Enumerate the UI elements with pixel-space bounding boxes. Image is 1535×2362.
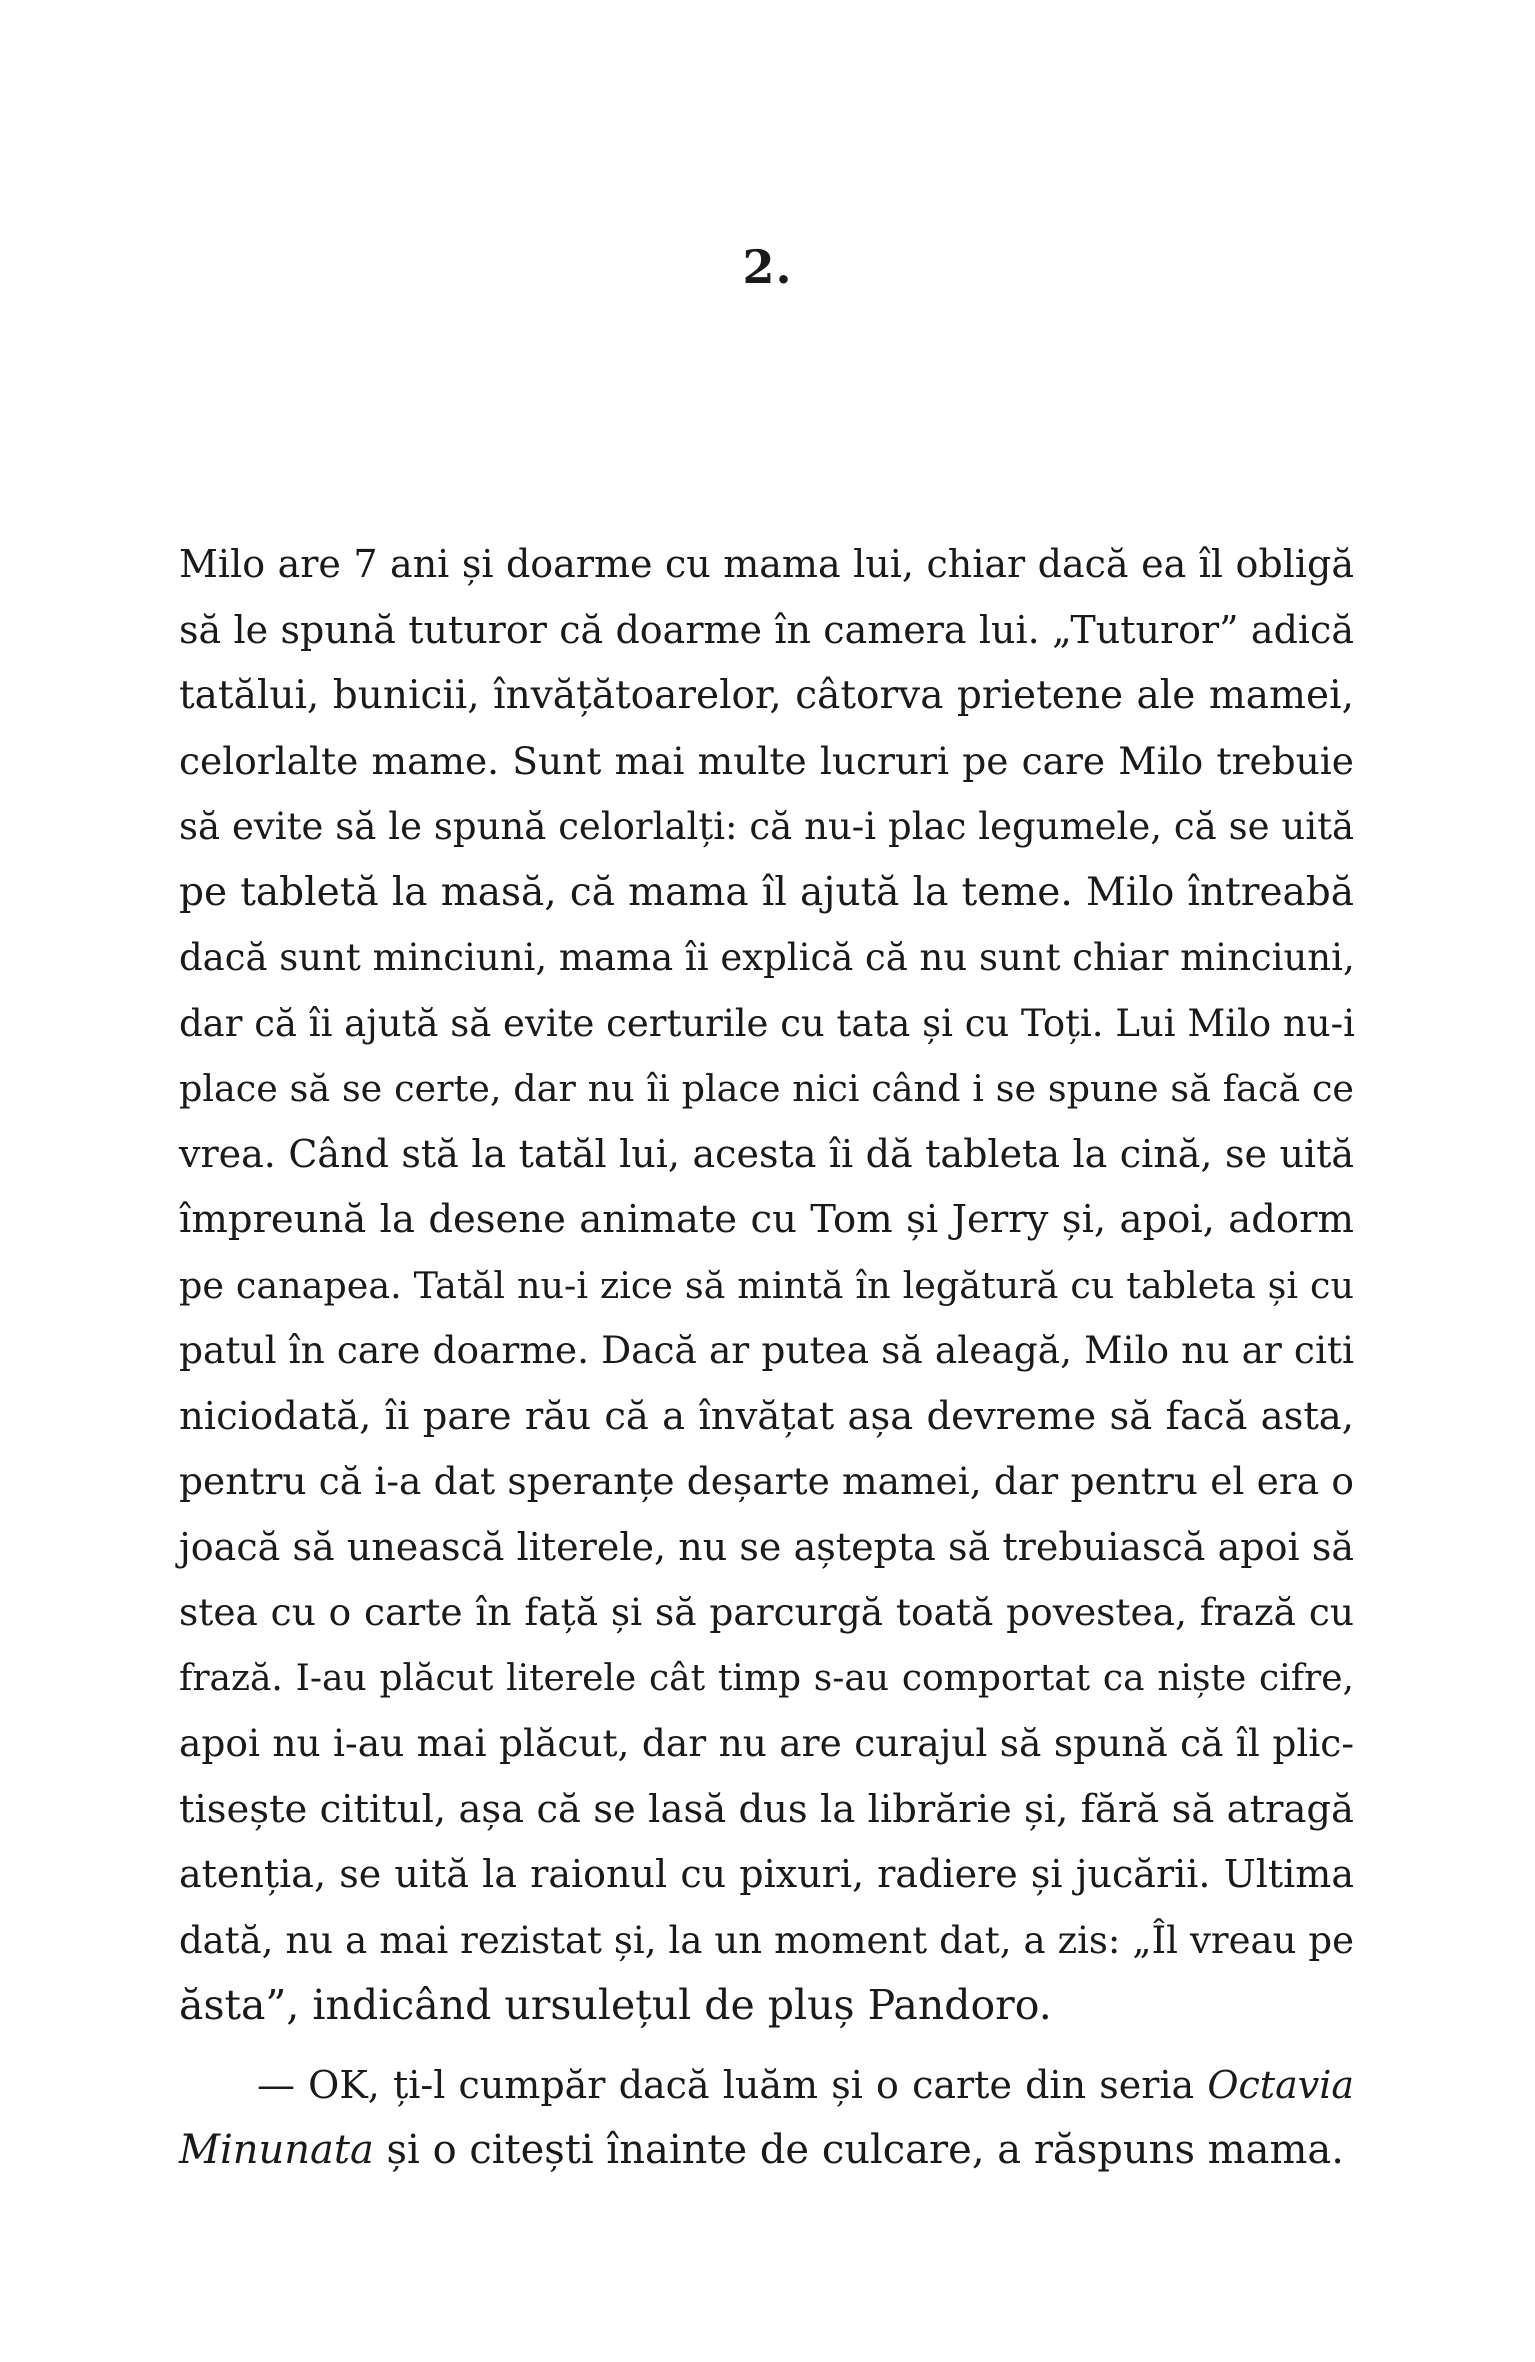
text-line: celorlalte mame. Sunt mai multe lucruri pe care Milo trebuie — [179, 738, 1354, 783]
dialogue-line — [179, 2118, 1354, 2184]
text-line: Milo are 7 ani și doarme cu mama lui, chiar dacă ea îl obligă — [179, 542, 1354, 586]
text-line: apoi nu i-au mai plăcut, dar nu are curajul să spună că îl plic- — [179, 1721, 1354, 1765]
text-line: dacă sunt minciuni, mama îi explică că nu sunt chiar minciuni, — [179, 936, 1355, 979]
text-line: atenția, se uită la raionul cu pixuri, radiere și jucării. Ultima — [179, 1852, 1354, 1896]
book-title-part: Octavia — [1207, 2062, 1354, 2107]
text-line: joacă să unească literele, nu se aștepta să trebuiască apoi să — [179, 1524, 1354, 1569]
text-line: pentru că i-a dat speranțe deșarte mamei, dar pentru el era o — [179, 1459, 1354, 1503]
text-line: ăsta”, indicând ursulețul de pluș Pandoro. — [179, 1981, 1052, 2029]
text-line: patul în care doarme. Dacă ar putea să aleagă, Milo nu ar citi — [179, 1328, 1354, 1372]
body-text — [179, 532, 1354, 2184]
text-line: vrea. Când stă la tatăl lui, acesta îi dă tableta la cină, se uită — [179, 1131, 1354, 1176]
text-line: niciodată, îi pare rău că a învățat așa devreme să facă asta, — [179, 1393, 1354, 1439]
chapter-number: 2. — [742, 240, 793, 294]
text-line: pe tabletă la masă, că mama îl ajută la teme. Milo întreabă — [179, 869, 1354, 915]
paragraph-gap — [179, 2039, 1354, 2053]
text-line: place să se certe, dar nu îi place nici când i se spune să facă ce — [179, 1067, 1354, 1110]
book-title-part: Minunata — [179, 2127, 374, 2173]
text-line: frază. I-au plăcut literele cât timp s-au comportat ca niște cifre, — [179, 1657, 1354, 1699]
text-line: tatălui, bunicii, învățătoarelor, câtorva prietene ale mamei, — [179, 673, 1354, 718]
dialogue-text: — OK, ți-l cumpăr dacă luăm și o carte din seria — [257, 2062, 1208, 2107]
text-line: să le spună tuturor că doarme în camera lui. „Tuturor” adică — [179, 607, 1354, 652]
text-line: tisește cititul, așa că se lasă dus la librărie și, fără să atragă — [179, 1786, 1354, 1832]
text-line: împreună la desene animate cu Tom și Jerry și, apoi, adorm — [179, 1197, 1354, 1242]
text-line: dată, nu a mai rezistat și, la un moment dat, a zis: „Îl vreau pe — [179, 1918, 1354, 1962]
dialogue-line — [179, 2053, 1354, 2119]
text-line: dar că îi ajută să evite certurile cu tata și cu Toți. Lui Milo nu-i — [179, 1001, 1355, 1045]
text-line: stea cu o carte în față și să parcurgă toată povestea, frază cu — [179, 1590, 1354, 1634]
text-line: pe canapea. Tatăl nu-i zice să mintă în legătură cu tableta și cu — [179, 1263, 1354, 1307]
dialogue-text: și o citești înainte de culcare, a răspuns mama. — [373, 2127, 1344, 2173]
text-line: să evite să le spună celorlalți: că nu-i plac legumele, că se uită — [179, 805, 1354, 848]
